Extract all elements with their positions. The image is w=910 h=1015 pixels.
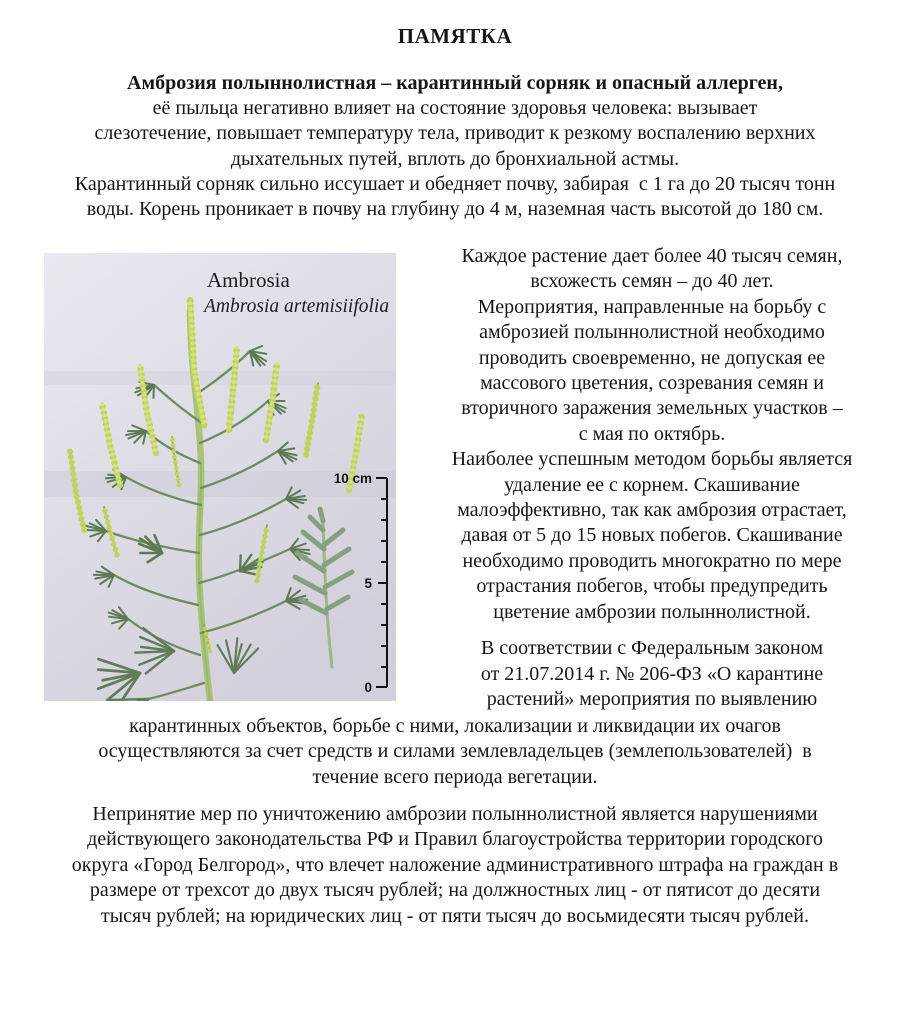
final-line: действующего законодательства РФ и Правил благоустройства территории городского: [87, 828, 823, 851]
column-paragraph-1: [398, 244, 906, 625]
column-line: амброзией полыннолистной необходимо: [479, 321, 825, 344]
photo-caption-species: Ambrosia artemisiifolia: [204, 296, 390, 317]
ambrosia-photo-svg: [44, 253, 396, 701]
column-line: с мая по октябрь.: [578, 422, 726, 445]
intro-block: [6, 71, 904, 222]
intro-line: её пыльца негативно влияет на состояние здоровья человека: вызывает: [152, 97, 758, 120]
column-line: малоэффективно, так как амброзия отрастает,: [457, 499, 847, 522]
scale-label-0: 0: [364, 680, 372, 695]
column-line: вторичного заражения земельных участков –: [461, 397, 843, 420]
intro-line: дыхательных путей, вплоть до бронхиальной астмы.: [230, 147, 680, 170]
column-line: от 21.07.2014 г. № 206-ФЗ «О карантине: [480, 662, 824, 685]
column-line: удаление ее с корнем. Скашивание: [504, 473, 800, 496]
column-line: отрастания побегов, чтобы предупредить: [476, 575, 828, 598]
wrap-continuation: [6, 714, 904, 790]
column-line: растений» мероприятия по выявлению: [486, 687, 818, 710]
continuation-line: осуществляются за счет средств и силами землевладельцев (землепользователей) в: [98, 740, 812, 763]
column-line: давая от 5 до 15 новых побегов. Скашивание: [461, 524, 843, 547]
photo-caption-genus: Ambrosia: [207, 268, 290, 292]
right-column: [398, 244, 906, 712]
column-paragraph-2: [398, 636, 906, 712]
intro-line: Карантинный сорняк сильно иссушает и обедняет почву, забирая с 1 га до 20 тысяч тонн: [74, 172, 836, 195]
intro-line: воды. Корень проникает в почву на глубину до 4 м, наземная часть высотой до 180 см.: [86, 198, 824, 221]
column-line: Мероприятия, направленные на борьбу с: [477, 295, 827, 318]
scale-label-5: 5: [364, 576, 372, 591]
final-line: Непринятие мер по уничтожению амброзии полыннолистной является нарушениями: [92, 803, 818, 825]
page-title: ПАМЯТКА: [397, 24, 513, 48]
intro-lines: [6, 96, 904, 222]
column-line: Наиболее успешным методом борьбы является: [451, 448, 853, 471]
column-line: всхожесть семян – до 40 лет.: [530, 270, 774, 293]
column-line: Каждое растение дает более 40 тысяч семян,: [461, 245, 843, 267]
continuation-line: течение всего периода вегетации.: [312, 765, 598, 788]
intro-heading: Амброзия полыннолистная – карантинный сорняк и опасный аллерген,: [127, 72, 783, 94]
continuation-line: карантинных объектов, борьбе с ними, локализации и ликвидации их очагов: [129, 715, 781, 737]
ambrosia-photo: [44, 253, 396, 701]
intro-line: слезотечение, повышает температуру тела, приводит к резкому воспалению верхних: [94, 122, 816, 145]
column-line: В соответствии с Федеральным законом: [480, 637, 824, 660]
column-line: проводить своевременно, не допуская ее: [478, 346, 826, 369]
column-line: необходимо проводить многократно по мере: [462, 549, 842, 572]
final-line: тысяч рублей; на юридических лиц - от пяти тысяч до восьмидесяти тысяч рублей.: [100, 904, 810, 927]
column-line: массового цветения, созревания семян и: [480, 372, 824, 395]
final-paragraph: [6, 802, 904, 929]
scale-label-10cm: 10 cm: [333, 471, 372, 486]
final-line: округа «Город Белгород», что влечет наложение административного штрафа на граждан в: [71, 853, 839, 876]
column-line: цветение амброзии полыннолистной.: [493, 600, 811, 623]
final-line: размере от трехсот до двух тысяч рублей; на должностных лиц - от пятисот до десяти: [89, 879, 821, 902]
